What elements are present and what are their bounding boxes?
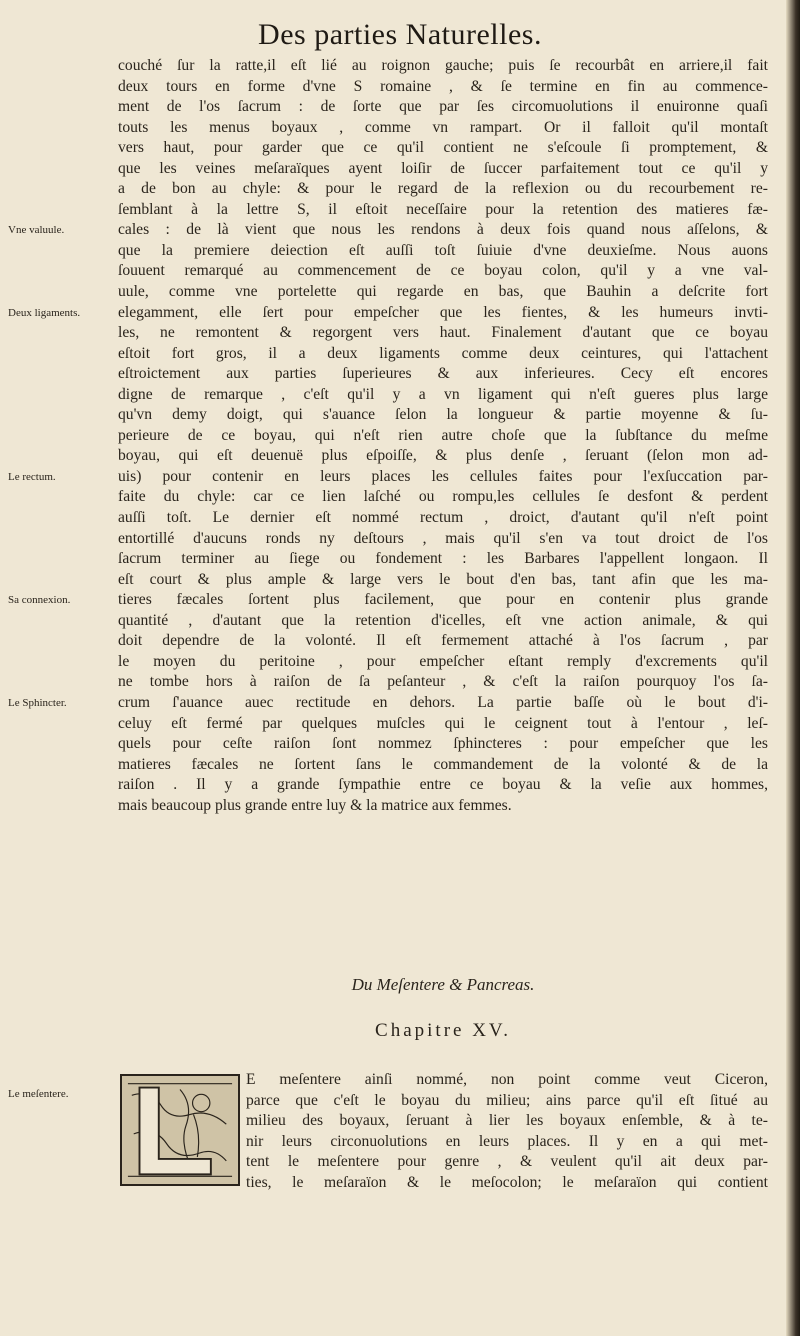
margin-note: Le meſentere. <box>8 1088 69 1100</box>
text-line: parce que c'eſt le boyau du milieu; ains parce qu'il eſt ſitué au <box>246 1091 768 1109</box>
text-line: uis) pour contenir en leurs places les cellules faites pour l'exſuccation par- <box>118 467 768 485</box>
text-line: mais beaucoup plus grande entre luy & la matrice aux femmes. <box>118 796 512 814</box>
text-line: nir leurs circonuolutions en leurs places. Il y en a qui met- <box>246 1132 768 1150</box>
text-line: touts les menus boyaux , comme vn rampart. Or il falloit qu'il montaſt <box>118 118 768 136</box>
text-line: E meſentere ainſi nommé, non point comme veut Ciceron, <box>246 1071 768 1088</box>
text-line: cales : de là vient que nous les rendons à deux fois quand nous aſſelons, & <box>118 221 768 239</box>
text-line: eſt court & plus ample & large vers le bout d'en bas, tant afin que les ma- <box>118 570 768 588</box>
text-line: elegamment, elle ſert pour empeſcher que les fientes, & les humeurs invti- <box>118 303 768 321</box>
text-line: ne tombe hors à raiſon de ſa peſanteur , & c'eſt la raiſon pourquoy l'os ſa- <box>118 673 768 691</box>
text-line: boyau, qui eſt deuenuë plus eſpoiſſe, & plus denſe , ſeruant (ſelon mon ad- <box>118 447 768 465</box>
text-line: couché ſur la ratte,il eſt lié au roignon gauche; puis ſe recourbât en arriere,il fait <box>118 57 768 74</box>
margin-note: Le Sphincter. <box>8 697 67 710</box>
text-line: qu'vn demy doigt, qui s'auance ſelon la longueur & partie moyenne & ſu- <box>118 406 768 424</box>
text-line: crum ſ'auance auec rectitude en dehors. La partie baſſe où le bout d'i- <box>118 693 768 711</box>
text-line: perieure de ce boyau, qui n'eſt rien autre choſe que la ſubſtance du meſme <box>118 426 768 444</box>
text-line: quels pour ceſte raiſon ſont nommez ſphincteres : pour empeſcher que les <box>118 735 768 753</box>
text-line: que la premiere deiection eſt auſſi toſt ſuiuie d'vne deuxieſme. Nous auons <box>118 241 768 259</box>
page-edge <box>786 0 800 1336</box>
margin-note: Vne valuule. <box>8 224 65 237</box>
text-line: le moyen du peritoine , pour empeſcher eſtant remply d'excrements qu'il <box>118 652 768 670</box>
margin-note: Sa connexion. <box>8 594 71 607</box>
text-line: digne de remarque , c'eſt qu'il y a vn ligament qui n'eſt gueres plus large <box>118 385 768 403</box>
running-head: Des parties Naturelles. <box>258 18 542 51</box>
text-line: milieu des boyaux, ſeruant à lier les boyaux enſemble, & à te- <box>246 1112 768 1130</box>
text-line: ment de l'os ſacrum : de ſorte que par ſes circomuolutions il enuironne quaſi <box>118 98 768 116</box>
text-line: les, ne remontent & regorgent vers haut. Finalement d'autant que ce boyau <box>118 324 768 342</box>
chapter-text <box>246 1070 768 1193</box>
text-line: matieres fæcales ne ſortent ſans le commandement de la volonté & de la <box>118 755 768 773</box>
margin-note: Deux ligaments. <box>8 306 81 319</box>
text-line: ſemblant à la lettre S, il eſtoit neceſſaire pour la retention des matieres fæ- <box>118 200 768 218</box>
chapter-title: Chapitre XV. <box>375 1020 511 1041</box>
text-line: raiſon . Il y a grande ſympathie entre ce boyau & la veſie aux hommes, <box>118 776 768 794</box>
text-line: que les veines meſaraïques ayent loiſir de ſuccer parfaitement tout ce qu'il y <box>118 159 768 177</box>
text-line: deux tours en forme d'vne S romaine , & ſe termine en fin au commence- <box>118 77 768 95</box>
text-line: a de bon au chyle: & pour le regard de la reflexion ou du recourbement re- <box>118 180 768 198</box>
text-line: celuy eſt fermé par quelques muſcles qui le ceignent tout à l'entour , leſ- <box>118 714 768 732</box>
drop-cap-letter-l-icon <box>122 1076 238 1184</box>
margin-note: Le rectum. <box>8 471 56 483</box>
text-line: vers haut, pour garder que ce qu'il contient ne s'eſcoule ſi promptement, & <box>118 139 768 157</box>
section-title: Du Meſentere & Pancreas. <box>351 975 535 994</box>
text-line: doit dependre de la volonté. Il eſt fermement attaché à l'os ſacrum , par <box>118 632 768 650</box>
text-line: ſacrum terminer au ſiege ou fondement : les Barbares l'appellent longaon. Il <box>118 550 768 568</box>
body-text <box>118 56 768 816</box>
text-line: tent le meſentere pour genre , & veulent qu'il ait deux par- <box>246 1153 768 1171</box>
text-line: entortillé d'aucuns ronds ny deſtours , mais qu'il s'en va tout droict de l'os <box>118 529 768 547</box>
text-line: ſouuent remarqué au commencement de ce boyau colon, qu'il y a vne val- <box>118 262 768 280</box>
text-line: quantité , d'autant que la retention d'icelles, eſt vne action animale, & qui <box>118 611 768 629</box>
drop-cap-illustration <box>120 1074 240 1186</box>
text-line: faite du chyle: car ce lien laſché ou rompu,les cellules ſe desfont & perdent <box>118 488 768 506</box>
text-line: eſtroictement aux parties ſuperieures & aux inferieures. Cecy eſt encores <box>118 365 768 383</box>
text-line: ties, le meſaraïon & le meſocolon; le meſaraïon qui contient <box>246 1173 768 1191</box>
text-line: auſſi toſt. Le dernier eſt nommé rectum , droict, d'autant qu'il n'eſt point <box>118 509 768 527</box>
text-line: eſtoit fort gros, il a deux ligaments comme deux ceintures, qui l'attachent <box>118 344 768 362</box>
text-line: tieres fæcales ſortent plus facilement, que pour en contenir plus grande <box>118 591 768 609</box>
text-line: uule, comme vne portelette qui regarde en bas, que Bauhin a deſcrite fort <box>118 283 768 301</box>
